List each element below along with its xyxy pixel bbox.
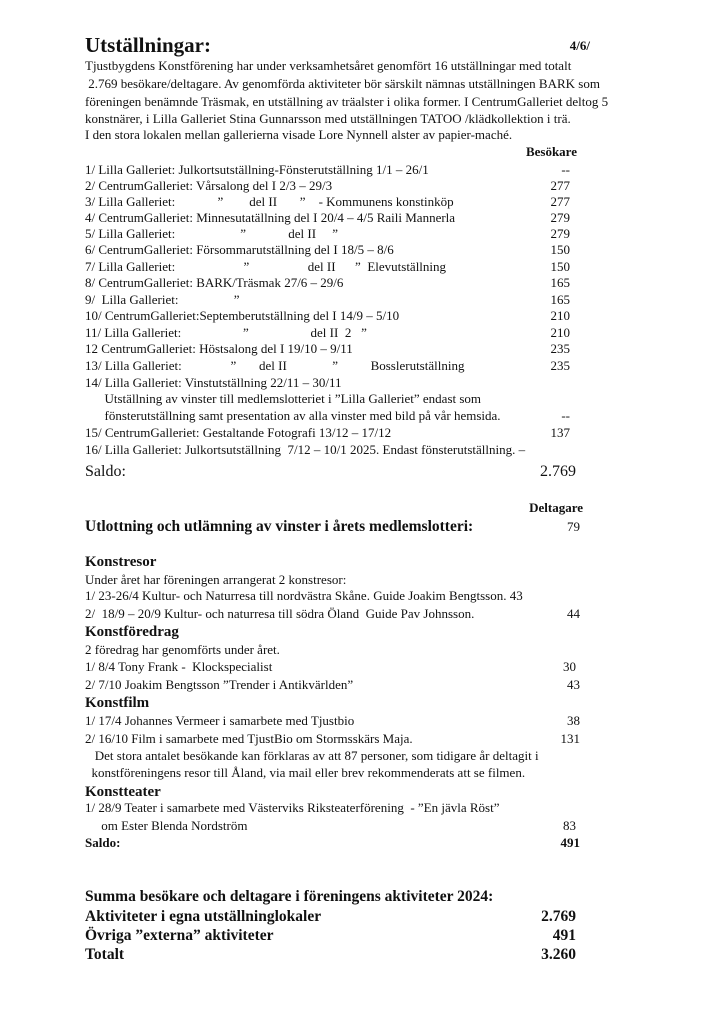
intro-line: 2.769 besökare/deltagare. Av genomförda aktiviteter bör särskilt nämnas utställningen BARK som bbox=[85, 76, 600, 91]
konstfilm-row: 2/ 16/10 Film i samarbete med TjustBio om Stormsskärs Maja. bbox=[85, 731, 413, 746]
exhibition-row-label: 9/ Lilla Galleriet: ” bbox=[85, 292, 240, 307]
exhibition-row-value: 279 bbox=[550, 210, 570, 225]
konstforedrag-value: 43 bbox=[567, 677, 580, 692]
summary-title: Summa besökare och deltagare i föreningens aktiviteter 2024: bbox=[85, 888, 494, 905]
column-header-besokare: Besökare bbox=[525, 144, 577, 159]
lottery-label: Utlottning och utlämning av vinster i årets medlemslotteri: bbox=[85, 518, 474, 535]
summary-row-value: 3.260 bbox=[541, 946, 576, 963]
konstteater-row: 1/ 28/9 Teater i samarbete med Västerviks Riksteaterförening - ”En jävla Röst” bbox=[85, 800, 500, 815]
konstresor-value: 44 bbox=[567, 606, 580, 621]
konstteater-row: om Ester Blenda Nordström bbox=[85, 818, 248, 833]
exhibition-row-label: 3/ Lilla Galleriet: ” del II ” - Kommunens konstinköp bbox=[85, 194, 454, 209]
konstforedrag-row: 2/ 7/10 Joakim Bengtsson ”Trender i Antikvärlden” bbox=[85, 677, 354, 692]
summary-row-label: Övriga ”externa” aktiviteter bbox=[85, 927, 274, 944]
summary-row-label: Aktiviteter i egna utställninglokaler bbox=[85, 908, 322, 925]
exhibition-row-value: 210 bbox=[550, 325, 570, 340]
external-saldo-label: Saldo: bbox=[85, 835, 121, 850]
exhibition-row-value: 150 bbox=[550, 259, 570, 274]
exhibitions-saldo-value: 2.769 bbox=[540, 463, 576, 480]
page-title: Utställningar: bbox=[85, 33, 211, 57]
exhibition-row-label: 7/ Lilla Galleriet: ” del II ” Elevutställning bbox=[85, 259, 447, 274]
exhibition-row-label: 11/ Lilla Galleriet: ” del II 2 ” bbox=[85, 325, 367, 340]
exhibition-row-value: 137 bbox=[550, 425, 570, 440]
exhibition-row-label: 16/ Lilla Galleriet: Julkortsutställning 7/12 – 10/1 2025. Endast fönsterutställning. – bbox=[85, 442, 526, 457]
exhibition-row-value: 150 bbox=[550, 242, 570, 257]
exhibition-row-label: 1/ Lilla Galleriet: Julkortsutställning-Fönsterutställning 1/1 – 26/1 bbox=[85, 162, 429, 177]
exhibition-row-value: 235 bbox=[550, 341, 570, 356]
exhibition-row-label: 12 CentrumGalleriet: Höstsalong del I 19/10 – 9/11 bbox=[85, 341, 353, 356]
summary-row-value: 2.769 bbox=[541, 908, 576, 925]
external-saldo-value: 491 bbox=[560, 835, 580, 850]
konstforedrag-row: 1/ 8/4 Tony Frank - Klockspecialist bbox=[85, 659, 273, 674]
section-title-konstfilm: Konstfilm bbox=[85, 695, 150, 711]
exhibition-row-label: 10/ CentrumGalleriet:Septemberutställning del I 14/9 – 5/10 bbox=[85, 308, 400, 323]
konstresor-row: 1/ 23-26/4 Kultur- och Naturresa till nordvästra Skåne. Guide Joakim Bengtsson. 43 bbox=[85, 588, 523, 603]
konstfilm-value: 131 bbox=[560, 731, 580, 746]
exhibition-row-value: 165 bbox=[550, 292, 570, 307]
konstfilm-note: konstföreningens resor till Åland, via mail eller brev rekommenderats att se filmen. bbox=[85, 765, 526, 780]
konstfilm-value: 38 bbox=[567, 713, 580, 728]
intro-line: konstnärer, i Lilla Galleriet Stina Gunnarsson med utställningen TATOO /klädkollektion i trä. bbox=[85, 111, 571, 126]
exhibition-row-label: 4/ CentrumGalleriet: Minnesutatällning del I 20/4 – 4/5 Raili Mannerla bbox=[85, 210, 456, 225]
exhibition-row-label: 6/ CentrumGalleriet: Försommarutställning del I 18/5 – 8/6 bbox=[85, 242, 394, 257]
exhibitions-saldo-label: Saldo: bbox=[85, 463, 126, 480]
column-header-deltagare: Deltagare bbox=[529, 500, 583, 515]
konstforedrag-intro: 2 föredrag har genomförts under året. bbox=[85, 642, 280, 657]
section-title-konstresor: Konstresor bbox=[85, 554, 157, 570]
konstfilm-note: Det stora antalet besökande kan förklaras av att 87 personer, som tidigare år deltagit i bbox=[85, 748, 539, 763]
exhibition-row-value: 165 bbox=[550, 275, 570, 290]
summary-row-label: Totalt bbox=[85, 946, 125, 963]
section-title-konstforedrag: Konstföredrag bbox=[85, 624, 179, 640]
exhibition-row-value: 277 bbox=[550, 194, 570, 209]
exhibition-row-value: -- bbox=[561, 408, 570, 423]
exhibition-row-value: -- bbox=[561, 162, 570, 177]
page-reference: 4/6/ bbox=[569, 38, 590, 53]
exhibition-row-label: Utställning av vinster till medlemslotteriet i ”Lilla Galleriet” endast som bbox=[85, 391, 482, 406]
exhibition-row-label: 14/ Lilla Galleriet: Vinstutställning 22/11 – 30/11 bbox=[85, 375, 342, 390]
exhibition-row-label: 5/ Lilla Galleriet: ” del II ” bbox=[85, 226, 339, 241]
exhibition-row-value: 277 bbox=[550, 178, 570, 193]
exhibition-row-value: 279 bbox=[550, 226, 570, 241]
konstresor-intro: Under året har föreningen arrangerat 2 konstresor: bbox=[85, 572, 347, 587]
konstforedrag-value: 30 bbox=[563, 659, 576, 674]
exhibition-row-label: 8/ CentrumGalleriet: BARK/Träsmak 27/6 – 29/6 bbox=[85, 275, 344, 290]
exhibition-row-label: 13/ Lilla Galleriet: ” del II ” Bosslerutställning bbox=[85, 358, 465, 373]
summary-row-value: 491 bbox=[552, 927, 576, 944]
exhibition-row-value: 210 bbox=[550, 308, 570, 323]
exhibition-row-label: 15/ CentrumGalleriet: Gestaltande Fotografi 13/12 – 17/12 bbox=[85, 425, 392, 440]
konstfilm-row: 1/ 17/4 Johannes Vermeer i samarbete med Tjustbio bbox=[85, 713, 355, 728]
section-title-konstteater: Konstteater bbox=[85, 784, 161, 800]
konstresor-row: 2/ 18/9 – 20/9 Kultur- och naturresa till södra Öland Guide Pav Johnsson. bbox=[85, 606, 475, 621]
konstteater-value: 83 bbox=[563, 818, 576, 833]
intro-line: föreningen benämnde Träsmak, en utställning av träalster i olika former. I CentrumGalleriet deltog 5 bbox=[85, 94, 609, 109]
lottery-value: 79 bbox=[567, 519, 580, 534]
exhibition-row-label: fönsterutställning samt presentation av alla vinster med bild på vår hemsida. bbox=[85, 408, 501, 423]
intro-line: I den stora lokalen mellan gallerierna visade Lore Nynnell alster av papier-maché. bbox=[85, 127, 513, 142]
exhibition-row-label: 2/ CentrumGalleriet: Vårsalong del I 2/3 – 29/3 bbox=[85, 178, 333, 193]
intro-line: Tjustbygdens Konstförening har under verksamhetsåret genomfört 16 utställningar med totalt bbox=[85, 58, 572, 73]
exhibition-row-value: 235 bbox=[550, 358, 570, 373]
